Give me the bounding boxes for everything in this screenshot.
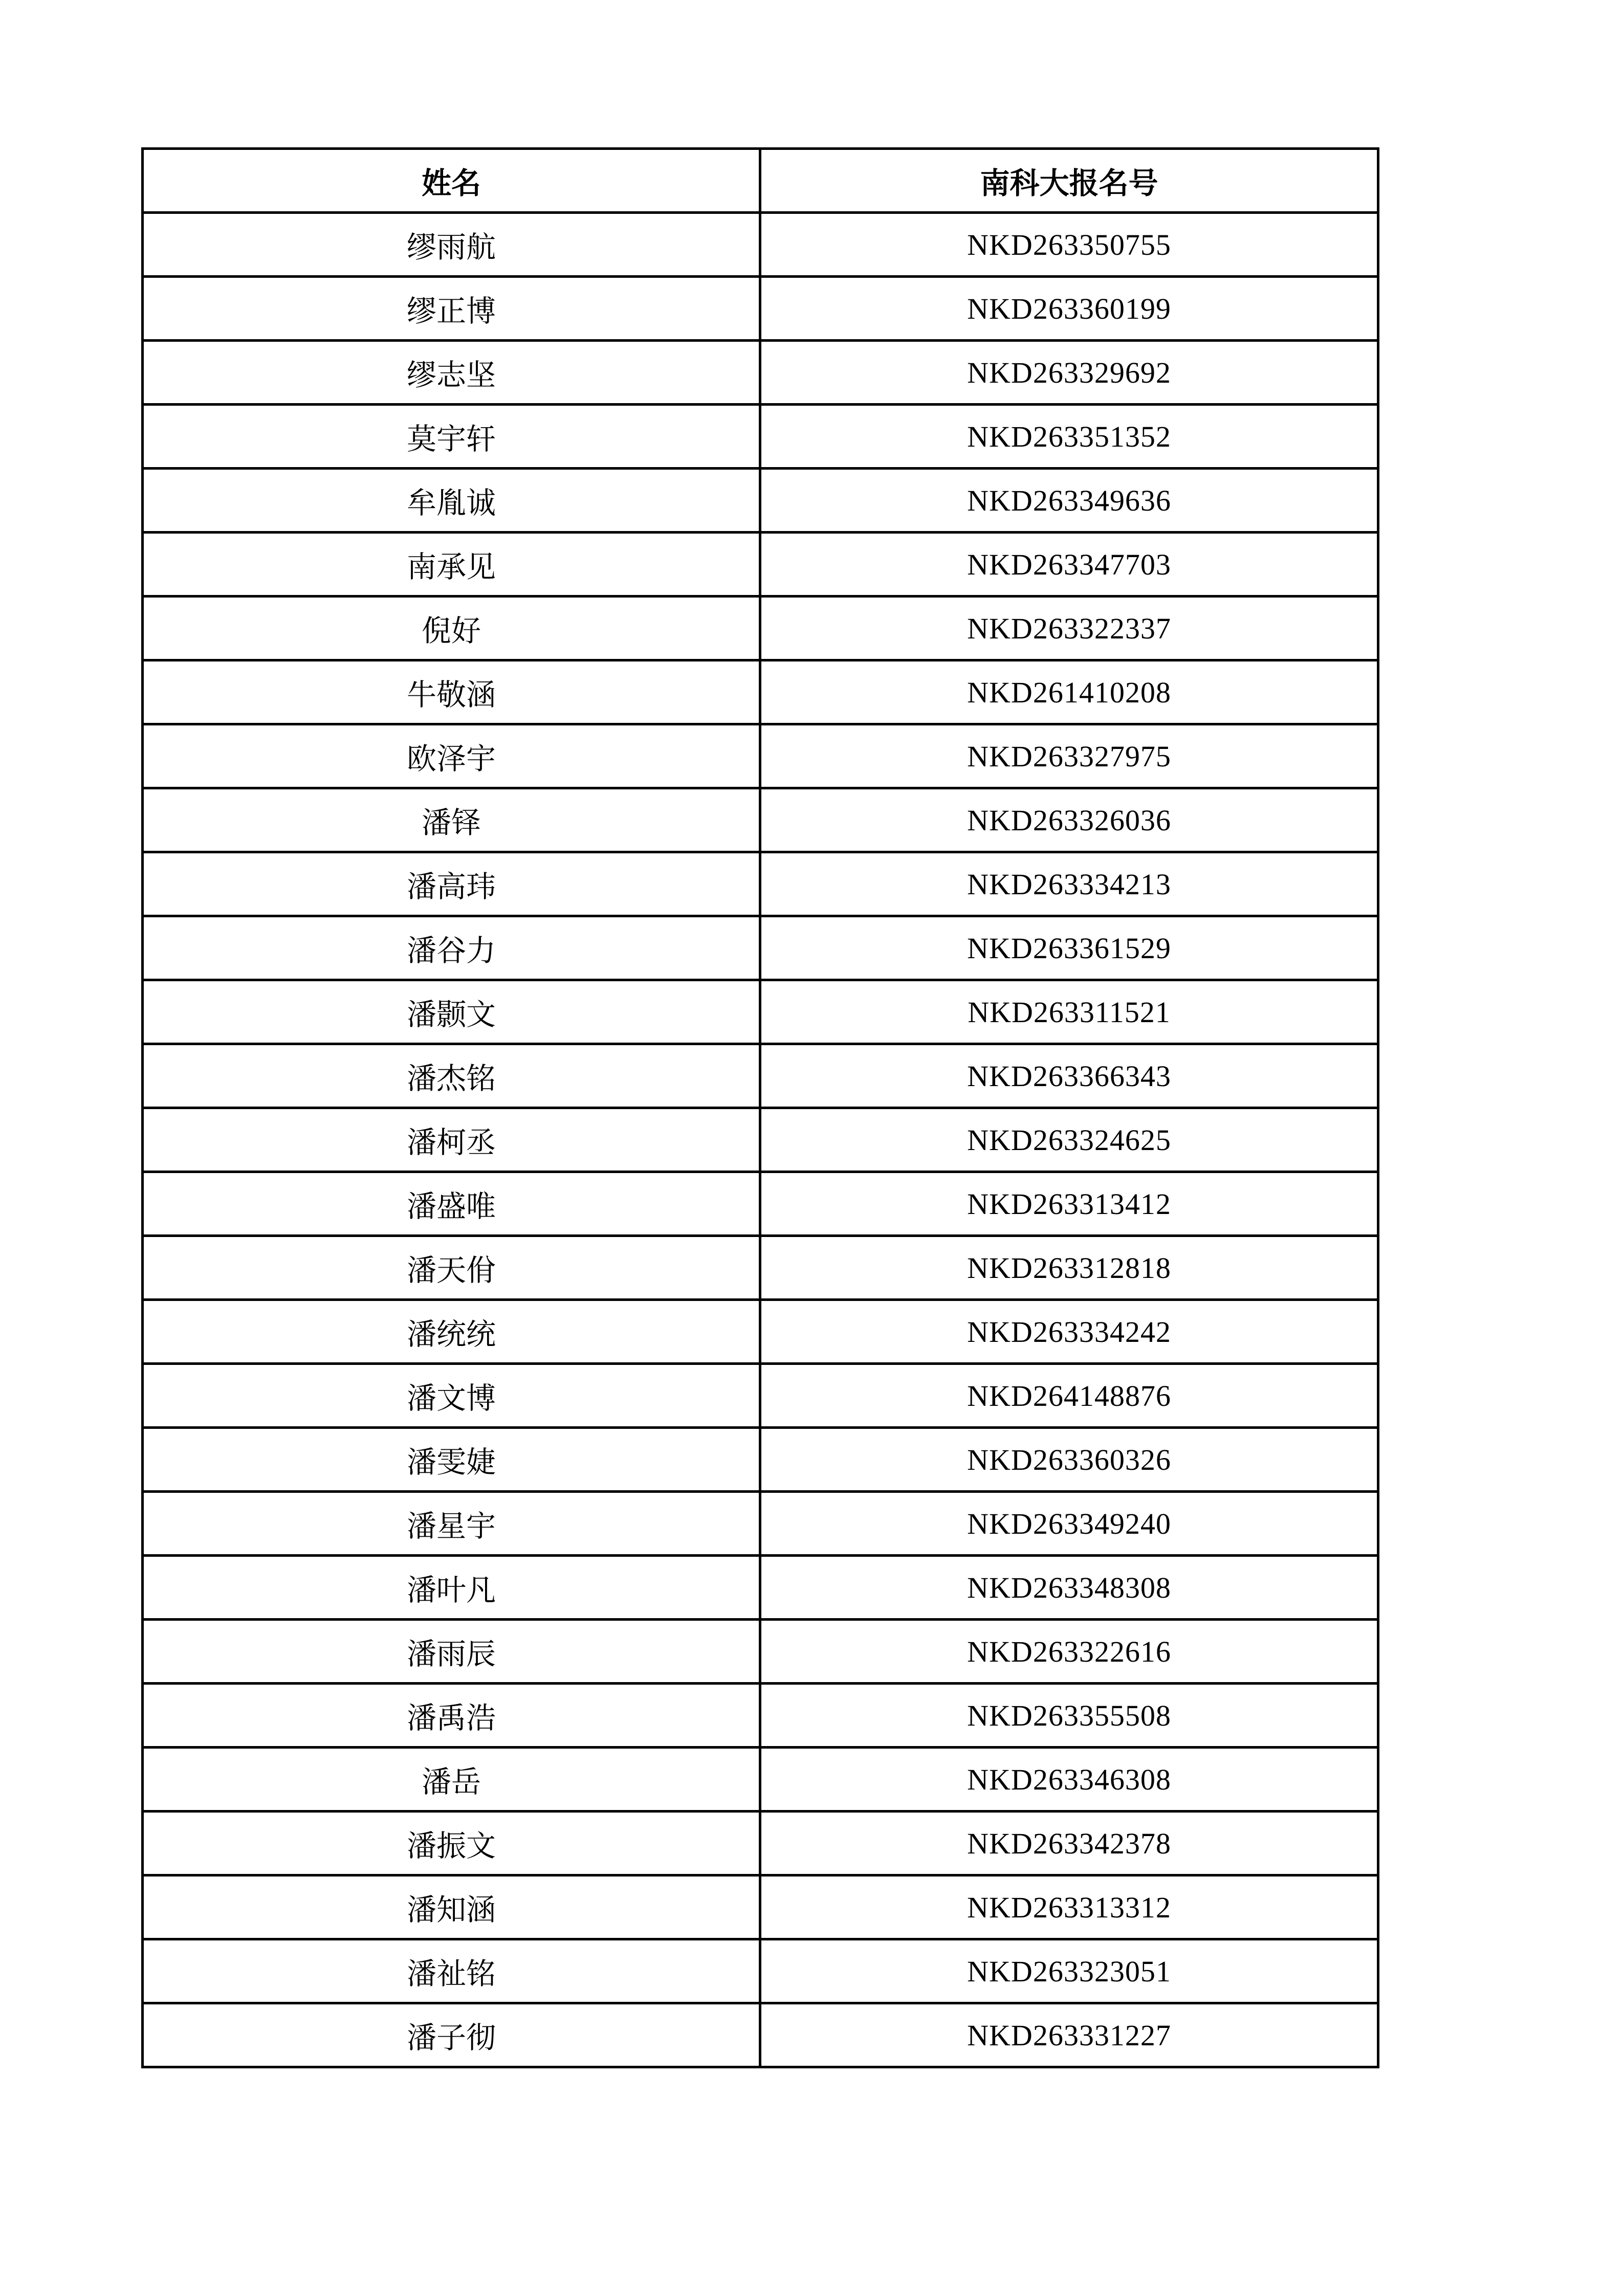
cell-registration-number: NKD263361529 [760, 916, 1378, 980]
cell-registration-number: NKD263342378 [760, 1812, 1378, 1875]
cell-name: 潘禹浩 [143, 1684, 760, 1748]
cell-registration-number: NKD263323051 [760, 1939, 1378, 2003]
cell-name: 潘柯丞 [143, 1108, 760, 1172]
cell-registration-number: NKD263350755 [760, 213, 1378, 277]
cell-registration-number: NKD263311521 [760, 980, 1378, 1044]
header-name: 姓名 [143, 149, 760, 213]
cell-registration-number: NKD263366343 [760, 1044, 1378, 1108]
table-row [143, 1684, 1378, 1748]
table-row [143, 405, 1378, 469]
cell-name: 潘天佾 [143, 1236, 760, 1300]
table-row [143, 980, 1378, 1044]
cell-registration-number: NKD263347703 [760, 533, 1378, 597]
cell-name: 潘杰铭 [143, 1044, 760, 1108]
cell-registration-number: NKD263349636 [760, 469, 1378, 533]
cell-name: 牛敬涵 [143, 660, 760, 724]
cell-registration-number: NKD263327975 [760, 724, 1378, 788]
table-row [143, 852, 1378, 916]
table-row [143, 1044, 1378, 1108]
header-registration-number: 南科大报名号 [760, 149, 1378, 213]
cell-registration-number: NKD264148876 [760, 1364, 1378, 1428]
table-row [143, 1108, 1378, 1172]
table-row [143, 1939, 1378, 2003]
cell-name: 潘振文 [143, 1812, 760, 1875]
cell-name: 南承见 [143, 533, 760, 597]
cell-name: 潘谷力 [143, 916, 760, 980]
cell-name: 牟胤诚 [143, 469, 760, 533]
table-row [143, 660, 1378, 724]
table-row [143, 2003, 1378, 2067]
table-row [143, 1748, 1378, 1812]
cell-name: 潘文博 [143, 1364, 760, 1428]
cell-registration-number: NKD263331227 [760, 2003, 1378, 2067]
table-row [143, 1428, 1378, 1492]
registration-table [141, 147, 1379, 2068]
cell-registration-number: NKD263322337 [760, 597, 1378, 660]
cell-name: 潘统统 [143, 1300, 760, 1364]
cell-registration-number: NKD263326036 [760, 788, 1378, 852]
table-row [143, 724, 1378, 788]
table-row [143, 277, 1378, 341]
cell-name: 潘盛唯 [143, 1172, 760, 1236]
table-row [143, 1172, 1378, 1236]
table-row [143, 1556, 1378, 1620]
cell-name: 缪志坚 [143, 341, 760, 405]
cell-name: 缪雨航 [143, 213, 760, 277]
cell-registration-number: NKD263324625 [760, 1108, 1378, 1172]
table-row [143, 213, 1378, 277]
table-row [143, 788, 1378, 852]
cell-registration-number: NKD263360199 [760, 277, 1378, 341]
table-row [143, 1364, 1378, 1428]
table-row [143, 1620, 1378, 1684]
cell-name: 潘铎 [143, 788, 760, 852]
cell-registration-number: NKD263349240 [760, 1492, 1378, 1556]
table-row [143, 916, 1378, 980]
cell-registration-number: NKD263312818 [760, 1236, 1378, 1300]
cell-registration-number: NKD263334242 [760, 1300, 1378, 1364]
cell-name: 欧泽宇 [143, 724, 760, 788]
table-row [143, 597, 1378, 660]
table-body [143, 213, 1378, 2067]
cell-name: 潘祉铭 [143, 1939, 760, 2003]
cell-registration-number: NKD261410208 [760, 660, 1378, 724]
table-row [143, 1812, 1378, 1875]
table-row [143, 1875, 1378, 1939]
cell-registration-number: NKD263313412 [760, 1172, 1378, 1236]
cell-name: 潘子彻 [143, 2003, 760, 2067]
cell-registration-number: NKD263355508 [760, 1684, 1378, 1748]
cell-registration-number: NKD263348308 [760, 1556, 1378, 1620]
cell-name: 倪好 [143, 597, 760, 660]
cell-registration-number: NKD263360326 [760, 1428, 1378, 1492]
cell-name: 莫宇轩 [143, 405, 760, 469]
cell-name: 缪正博 [143, 277, 760, 341]
cell-registration-number: NKD263322616 [760, 1620, 1378, 1684]
table-row [143, 1300, 1378, 1364]
cell-name: 潘知涵 [143, 1875, 760, 1939]
table-row [143, 341, 1378, 405]
cell-registration-number: NKD263334213 [760, 852, 1378, 916]
table-row [143, 1236, 1378, 1300]
cell-name: 潘叶凡 [143, 1556, 760, 1620]
cell-registration-number: NKD263329692 [760, 341, 1378, 405]
cell-registration-number: NKD263351352 [760, 405, 1378, 469]
cell-name: 潘星宇 [143, 1492, 760, 1556]
cell-name: 潘雯婕 [143, 1428, 760, 1492]
table-header-row [143, 149, 1378, 213]
table-row [143, 533, 1378, 597]
cell-name: 潘雨辰 [143, 1620, 760, 1684]
cell-registration-number: NKD263346308 [760, 1748, 1378, 1812]
cell-registration-number: NKD263313312 [760, 1875, 1378, 1939]
cell-name: 潘颢文 [143, 980, 760, 1044]
cell-name: 潘岳 [143, 1748, 760, 1812]
cell-name: 潘高玮 [143, 852, 760, 916]
table-row [143, 1492, 1378, 1556]
table-row [143, 469, 1378, 533]
